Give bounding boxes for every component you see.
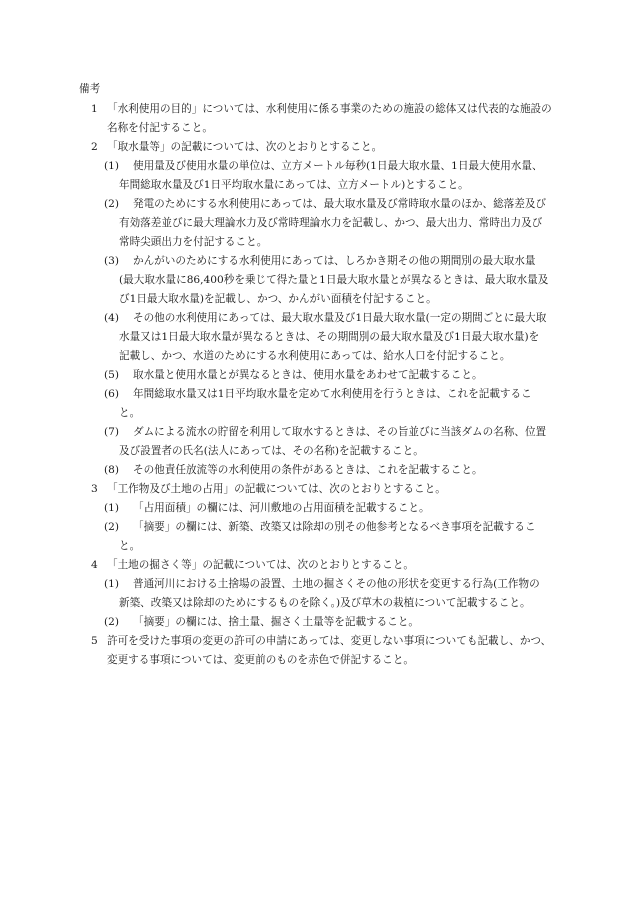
item-number: (7) [104,426,120,438]
note-subitem [0,613,630,632]
note-subitem [0,157,630,195]
item-text: 「土地の掘さく等」の記載については、次のとおりとすること。 [107,559,415,571]
item-number: 4 [91,559,98,571]
item-number: (8) [104,464,120,476]
item-number: (4) [104,312,120,324]
item-text: かんがいのためにする水利使用にあっては、しろかき期その他の期間別の最大取水量(最大取水量に86,400秒を乗じて得た量と1日最大取水量とが異なるときは、最大取水量及び1日最大取水量)を記載し、かつ、かんがい面積を付記すること。 [119,255,549,305]
notes-heading: 備考 [79,83,101,95]
item-text: 取水量と使用水量とが異なるときは、使用水量をあわせて記載すること。 [133,369,483,381]
item-number: 5 [91,635,98,647]
note-subitem [0,499,630,518]
note-subitem [0,195,630,252]
note-item [0,480,630,499]
item-text: 「摘要」の欄には、新築、改築又は除却の別その他参考となるべき事項を記載すること。 [119,521,536,552]
item-number: (2) [104,198,120,210]
item-text: 許可を受けた事項の変更の許可の申請にあっては、変更しない事項についても記載し、かつ、変更する事項については、変更前のものを赤色で併記すること。 [107,635,552,666]
item-text: 「取水量等」の記載については、次のとおりとすること。 [107,141,383,153]
item-number: (5) [104,369,120,381]
item-text: ダムによる流水の貯留を利用して取水するときは、その旨並びに当該ダムの名称、位置及び設置者の氏名(法人にあっては、その名称)を記載すること。 [119,426,547,457]
note-subitem [0,461,630,480]
note-item [0,556,630,575]
note-item [0,632,630,670]
item-number: (3) [104,255,120,267]
note-subitem [0,366,630,385]
item-number: (2) [104,616,120,628]
item-number: (1) [104,578,120,590]
note-subitem [0,575,630,613]
item-number: 3 [91,483,98,495]
note-subitem [0,252,630,309]
item-number: 2 [91,141,98,153]
item-number: (1) [104,160,120,172]
note-subitem [0,518,630,556]
item-text: 「水利使用の目的」については、水利使用に係る事業のための施設の総体又は代表的な施設の名称を付記すること。 [107,103,552,134]
item-text: 普通河川における土捨場の設置、土地の掘さくその他の形状を変更する行為(工作物の新築、改築又は除却のためにするものを除く。)及び草木の栽植について記載すること。 [119,578,540,609]
item-number: 1 [91,103,98,115]
item-text: 「工作物及び土地の占用」の記載については、次のとおりとすること。 [107,483,446,495]
item-number: (1) [104,502,120,514]
item-text: その他責任放流等の水利使用の条件があるときは、これを記載すること。 [133,464,483,476]
note-subitem [0,309,630,366]
item-text: 「占用面積」の欄には、河川敷地の占用面積を記載すること。 [133,502,430,514]
item-text: 使用量及び使用水量の単位は、立方メートル毎秒(1日最大取水量、1日最大使用水量、年間総取水量及び1日平均取水量にあっては、立方メートル)とすること。 [119,160,543,191]
item-text: 発電のためにする水利使用にあっては、最大取水量及び常時取水量のほか、総落差及び有効落差並びに最大理論水力及び常時理論水力を記載し、かつ、最大出力、常時出力及び常時尖頭出力を付記すること。 [119,198,547,248]
note-subitem [0,423,630,461]
item-number: (6) [104,388,120,400]
item-text: 年間総取水量又は1日平均取水量を定めて水利使用を行うときは、これを記載すること。 [119,388,532,419]
note-subitem [0,385,630,423]
note-item [0,138,630,157]
item-text: 「摘要」の欄には、捨土量、掘さく土量等を記載すること。 [133,616,420,628]
item-number: (2) [104,521,120,533]
notes-list [0,100,630,670]
note-item [0,100,630,138]
item-text: その他の水利使用にあっては、最大取水量及び1日最大取水量(一定の期間ごとに最大取水量又は1日最大取水量が異なるときは、その期間別の最大取水量及び1日最大取水量)を記載し、かつ、水道のためにする水利使用にあっては、給水人口を付記すること。 [119,312,547,362]
